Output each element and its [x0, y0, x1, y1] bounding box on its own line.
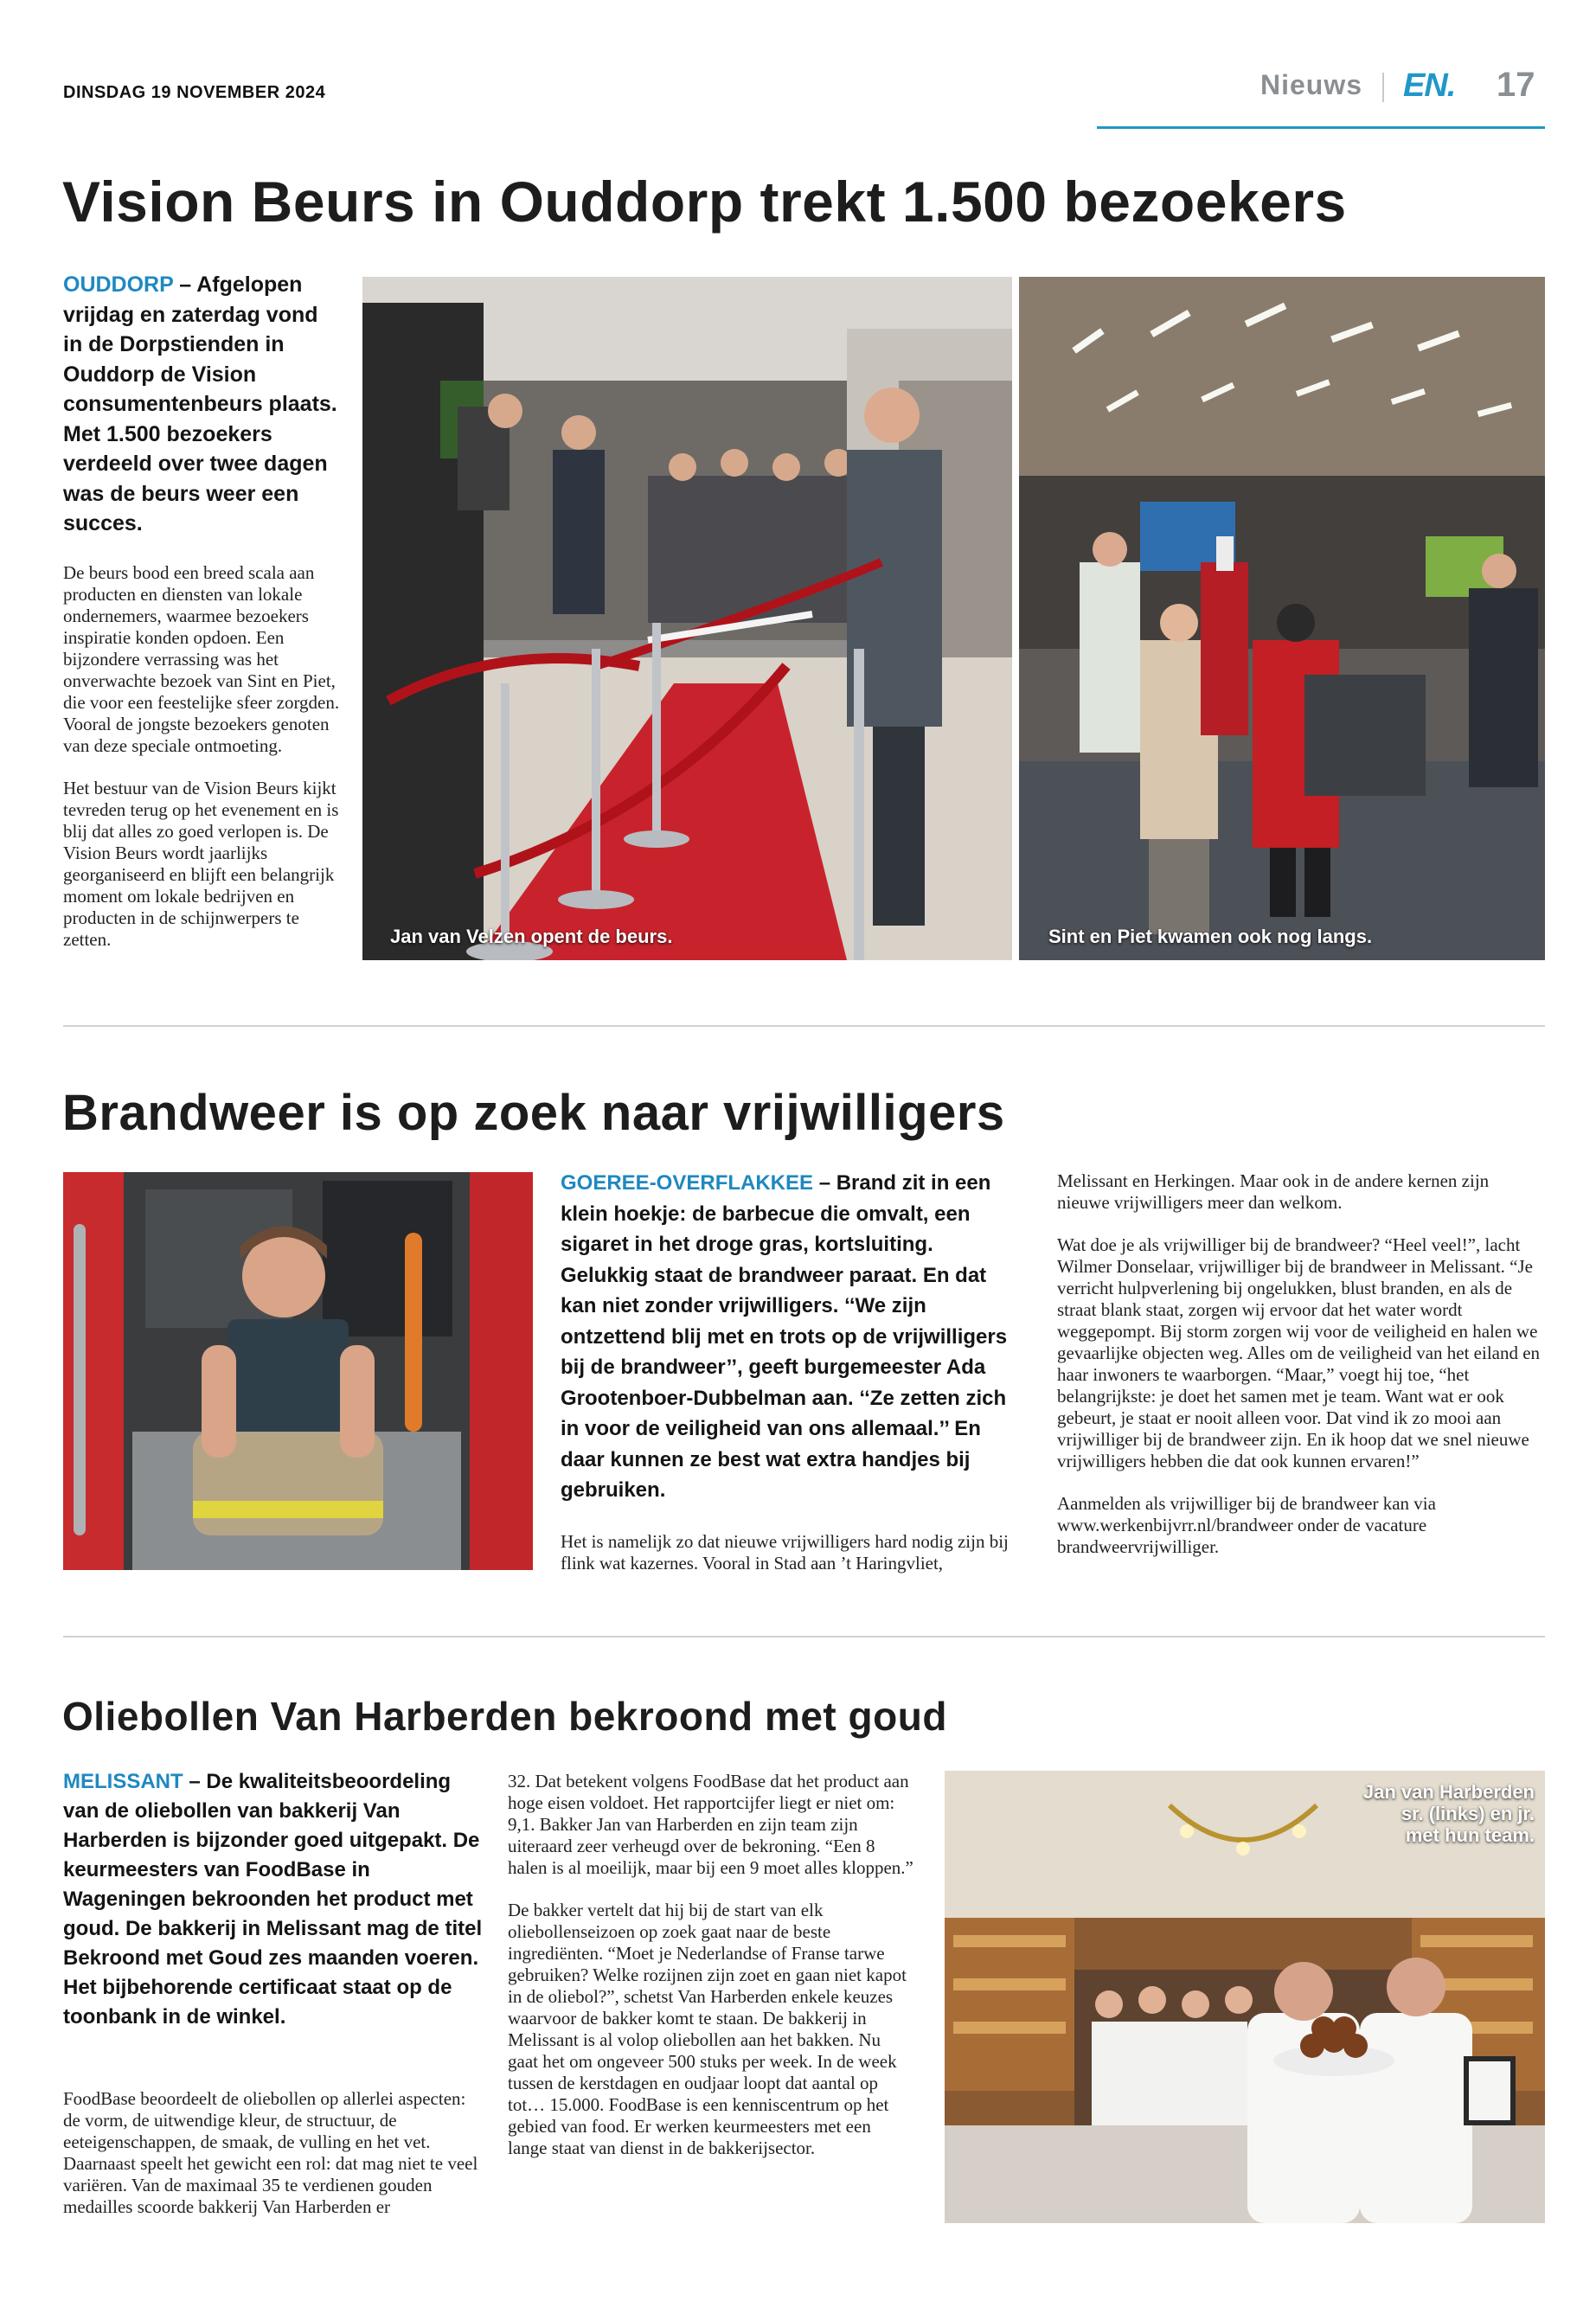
article3-paragraph: De bakker vertelt dat hij bij de start van elk oliebollenseizoen op zoek gaat naar de beste ingrediënten. “Moet je Nederlandse of Franse tarwe gebruiken? Welke rozijnen zijn zoet en gaan niet kapot in de oliebol?”, schetst Van Harberden enkele keuzes waarvoor de bakker komt te staan. De bakkerij in Melissant is al volop oliebollen aan het bakken. Nu gaat het om ongeveer 500 stuks per week. In de week tussen de kerstdagen en oudjaar loopt dat aantal op tot… 15.000. FoodBase is een kenniscentrum op het gebied van food. Er werken keurmeesters met een lange staat van dienst in de bakkerijsector. — [508, 1900, 907, 2158]
photo3-caption — [1363, 1781, 1535, 1846]
article2-location: GOEREE-OVERFLAKKEE — [561, 1171, 814, 1195]
article1-paragraph: Het bestuur van de Vision Beurs kijkt tevreden terug op het evenement en is blij dat alles zo goed verlopen is. De Vision Beurs wordt jaarlijks georganiseerd en blijft een belangrijk moment om lokale bedrijven en producten in de schijnwerpers te zetten. — [63, 778, 339, 950]
article3-headline: Oliebollen Van Harberden bekroond met goud — [62, 1694, 947, 1739]
article2-paragraph: Het is namelijk zo dat nieuwe vrijwilligers hard nodig zijn bij flink wat kazernes. Vooral in Stad aan ’t Haringvliet, — [561, 1531, 1009, 1574]
photo3-caption-line: sr. (links) en jr. — [1401, 1803, 1535, 1824]
photo-ribbon-cutting — [362, 277, 1012, 960]
section-label: Nieuws — [1259, 69, 1362, 100]
photo-firefighter — [63, 1172, 533, 1570]
article2-paragraph: Wat doe je als vrijwilliger bij de brandweer? “Heel veel!”, lacht Wilmer Donselaar, vrijwilliger bij de brandweer in Melissant. “Je verricht hulpverlening bij ongelukken, blust branden, en als de straat blank staat, zorgen wij ervoor dat het water wordt weggepompt. Bij storm zorgen wij voor de veiligheid en halen we gevaarlijke objecten weg. Alles om de veiligheid van het eiland en haar inwoners te waarborgen. “Maar,” voegt hij toe, “het belangrijkste: je doet het samen met je team. Want wat er ook gebeurt, je staat er nooit alleen voor. Dat vind ik zo mooi aan vrijwilliger bij de brandweer zijn. En ik hoop dat we snel nieuwe vrijwilligers hebben die dat ook kunnen ervaren!” — [1057, 1234, 1541, 1471]
photo3-caption-line: Jan van Harberden — [1362, 1781, 1535, 1803]
article1-lead — [63, 270, 340, 539]
article1-paragraph: De beurs bood een breed scala aan producten en diensten van lokale ondernemers, waarmee bezoekers inspiratie konden opdoen. Een bijzondere verrassing was het onverwachte bezoek van Sint en Piet, die voor een feestelijke sfeer zorgden. Vooral de jongste bezoekers genoten van deze speciale ontmoeting. — [63, 562, 340, 756]
article1-body — [63, 562, 340, 971]
issue-date: DINSDAG 19 NOVEMBER 2024 — [63, 83, 326, 102]
section-divider — [63, 1636, 1545, 1638]
section-divider — [63, 1025, 1545, 1027]
photo3-caption-line: met hun team. — [1405, 1824, 1535, 1846]
article3-lead-text: – De kwaliteitsbeoordeling van de oliebollen van bakkerij Van Harberden is bijzonder goed uitgepakt. De keurmeesters van FoodBase in Wageningen bekroonden het product met goud. De bakkerij in Melissant mag de titel Bekroond met Goud zes maanden voeren. Het bijbehorende certificaat staat op de toonbank in de winkel. — [63, 1770, 483, 2029]
article2-column2 — [561, 1531, 1023, 1595]
article3-paragraph: FoodBase beoordeelt de oliebollen op allerlei aspecten: de vorm, de uitwendige kleur, de structuur, de eeteigenschappen, de smaak, de vulling en het vet. Daarnaast speelt het gewicht een rol: dat mag niet te veel variëren. Van de maximaal 35 te verdienen gouden medailles scoorde bakkerij Van Harberden er — [63, 2088, 478, 2217]
article3-paragraph: 32. Dat betekent volgens FoodBase dat het product aan hoge eisen voldoet. Het rapportcijfer liegt er niet om: 9,1. Bakker Jan van Harberden en zijn team zijn uiteraard zeer verheugd over de bekroning. “Een 8 halen is al moeilijk, maar bij een 9 moet alles kloppen.” — [508, 1771, 913, 1878]
photo1-caption: Jan van Velzen opent de beurs. — [390, 926, 673, 947]
article3-lead — [63, 1767, 487, 2032]
article2-lead-text: – Brand zit in een klein hoekje: de barbecue die omvalt, een sigaret in het droge gras, kortsluiting. Gelukkig staat de brandweer paraat. En dat kan niet zonder vrijwilligers. ‘‘We zijn ontzettend blij met en trots op de vrijwilligers bij de brandweer’’, geeft burgemeester Ada Grootenboer-Dubbelman aan. ‘‘Ze zetten zich in voor de veiligheid van ons allemaal.’’ En daar kunnen ze best wat extra handjes bij gebruiken. — [561, 1171, 1008, 1502]
header-rule — [1097, 126, 1545, 129]
article3-column2 — [508, 1771, 914, 2180]
header-separator — [1382, 73, 1384, 102]
article1-headline: Vision Beurs in Ouddorp trekt 1.500 bezoekers — [62, 170, 1347, 234]
photo2-caption: Sint en Piet kwamen ook nog langs. — [1048, 926, 1373, 947]
article1-lead-text: – Afgelopen vrijdag en zaterdag vond in de Dorpstienden in Ouddorp de Vision consumentenbeurs plaats. Met 1.500 bezoekers verdeeld over twee dagen was de beurs weer een succes. — [63, 272, 337, 535]
article2-paragraph: Aanmelden als vrijwilliger bij de brandweer kan via www.werkenbijvrr.nl/brandweer onder de vacature brandweervrijwilliger. — [1057, 1493, 1436, 1557]
article3-location: MELISSANT — [63, 1770, 183, 1793]
article2-paragraph: Melissant en Herkingen. Maar ook in de andere kernen zijn nieuwe vrijwilligers meer dan welkom. — [1057, 1170, 1490, 1213]
article2-headline: Brandweer is op zoek naar vrijwilligers — [62, 1085, 1005, 1141]
photo-bakery-team — [945, 1771, 1545, 2223]
article1-location: OUDDORP — [63, 272, 174, 297]
article2-lead — [561, 1168, 1026, 1506]
photo-sint-en-piet — [1019, 277, 1545, 960]
publication-logo: EN. — [1403, 67, 1456, 104]
article3-column1 — [63, 2088, 487, 2239]
article2-column3 — [1057, 1170, 1545, 1579]
page-number: 17 — [1497, 66, 1535, 104]
